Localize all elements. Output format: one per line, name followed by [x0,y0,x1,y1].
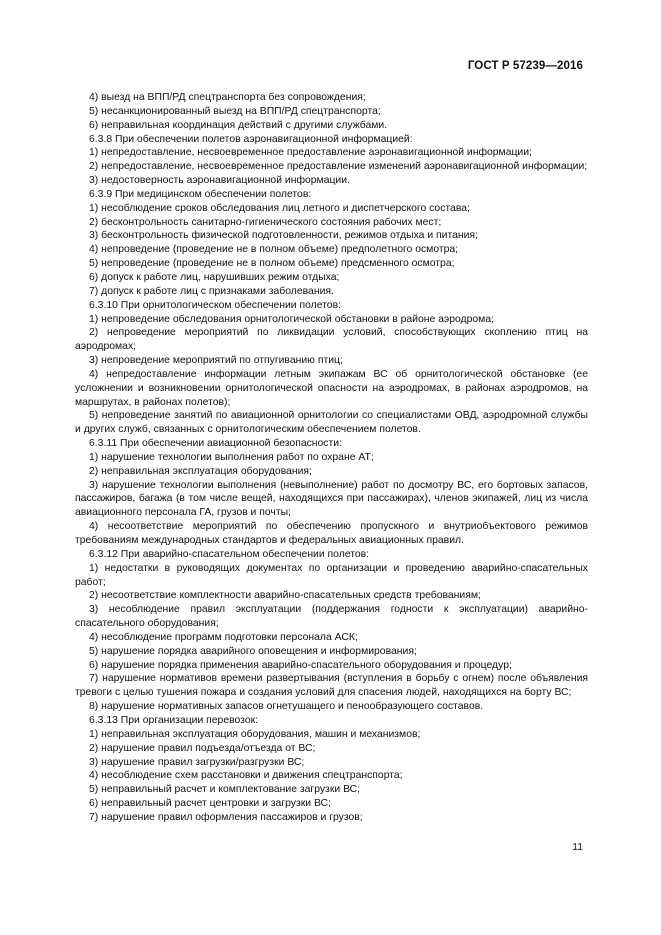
paragraph: 8) нарушение нормативных запасов огнетушащего и пенообразующего составов. [89,701,484,713]
paragraph: 6) неправильная координация действий с другими службами. [89,119,388,131]
paragraph: 1) нарушение технологии выполнения работ по охране АТ; [89,451,374,463]
paragraph: 1) недостатки в руководящих документах по организации и проведению аварийно-спасательных работ; [75,562,588,588]
paragraph: 4) несоблюдение схем расстановки и движения спецтранспорта; [89,770,403,782]
paragraph: 5) неправильный расчет и комплектование загрузки ВС; [89,784,361,796]
paragraph: 5) непроведение (проведение не в полном объеме) предсменного осмотра; [89,258,455,270]
paragraph: 3) несоблюдение правил эксплуатации (поддержания годности к эксплуатации) аварийно-спасательного оборудования; [75,604,588,630]
section-heading: 6.3.9 При медицинском обеспечении полетов: [89,188,312,200]
standard-id: ГОСТ Р 57239—2016 [467,60,583,72]
paragraph: 3) непроведение мероприятий по отпугиванию птиц; [89,355,343,367]
paragraph: 1) несоблюдение сроков обследования лиц летного и диспетчерского состава; [89,202,470,214]
paragraph: 4) непредоставление информации летным экипажам ВС об орнитологической обстановке (ее усложнении и возникновении орнитологической опасности на аэродромах, в районах аэродромов, на маршрутах, в районах полетов); [75,368,588,408]
paragraph: 5) непроведение занятий по авиационной орнитологии со специалистами ОВД, аэродромной службы и других служб, связанных с орнитологическим обеспечением полетов. [75,410,588,436]
paragraph: 5) несанкционированный выезд на ВПП/РД спецтранспорта; [89,105,381,117]
paragraph: 7) допуск к работе лиц с признаками заболевания. [89,285,334,297]
paragraph: 3) бесконтрольность физической подготовленности, режимов отдыха и питания; [89,230,478,242]
paragraph: 2) нарушение правил подъезда/отъезда от ВС; [89,742,316,754]
paragraph: 3) недостоверность аэронавигационной информации. [89,175,350,187]
paragraph: 1) неправильная эксплуатация оборудования, машин и механизмов; [89,728,421,740]
paragraph: 6) допуск к работе лиц, нарушивших режим отдыха; [89,271,340,283]
paragraph: 4) несоблюдение программ подготовки персонала АСК; [89,631,358,643]
paragraph: 2) непроведение мероприятий по ликвидации условий, способствующих скоплению птиц на аэродромах; [75,327,588,353]
paragraph: 4) несоответствие мероприятий по обеспечению пропускного и внутриобъектового режимов требованиям международных стандартов и федеральных авиационных правил. [75,521,588,546]
section-heading: 6.3.8 При обеспечении полетов аэронавигационной информацией: [89,133,413,145]
paragraph: 4) выезд на ВПП/РД спецтранспорта без сопровождения; [89,92,366,103]
section-heading: 6.3.12 При аварийно-спасательном обеспечении полетов: [89,548,370,560]
paragraph: 2) несоответствие комплектности аварийно-спасательных средств требованиям; [89,590,481,602]
page-number: 11 [572,842,583,853]
paragraph: 1) непредоставление, несвоевременное предоставление аэронавигационной информации; [89,147,532,159]
body-text [75,91,588,825]
paragraph: 1) непроведение обследования орнитологической обстановки в районе аэродрома; [89,313,494,325]
paragraph: 7) нарушение правил оформления пассажиров и грузов; [89,811,363,823]
paragraph: 2) бесконтрольность санитарно-гигиенического состояния рабочих мест; [89,216,442,228]
paragraph: 2) неправильная эксплуатация оборудования; [89,465,312,477]
paragraph: 3) нарушение правил загрузки/разгрузки ВС; [89,756,305,768]
paragraph: 5) нарушение порядка аварийного оповещения и информирования; [89,645,417,657]
section-heading: 6.3.10 При орнитологическом обеспечении полетов: [89,299,341,311]
section-heading: 6.3.13 При организации перевозок: [89,714,259,726]
section-heading: 6.3.11 При обеспечении авиационной безопасности: [89,438,342,450]
paragraph: 2) непредоставление, несвоевременное предоставление изменений аэронавигационной информации; [89,161,588,173]
paragraph: 6) неправильный расчет центровки и загрузки ВС; [89,798,331,810]
paragraph: 3) нарушение технологии выполнения (невыполнение) работ по досмотру ВС, его бортовых запасов, пассажиров, багажа (в том числе вещей, находящихся при пассажирах), членов экипажей, лиц из числа авиационного персонала ГА, грузов и почты; [75,479,588,519]
paragraph: 7) нарушение нормативов времени развертывания (вступления в борьбу с огнем) после объявления тревоги с целью тушения пожара и создания условий для спасения людей, находящихся на борту ВС; [75,673,588,699]
paragraph: 4) непроведение (проведение не в полном объеме) предполетного осмотра; [89,244,459,256]
paragraph: 6) нарушение порядка применения аварийно-спасательного оборудования и процедур; [89,659,512,671]
